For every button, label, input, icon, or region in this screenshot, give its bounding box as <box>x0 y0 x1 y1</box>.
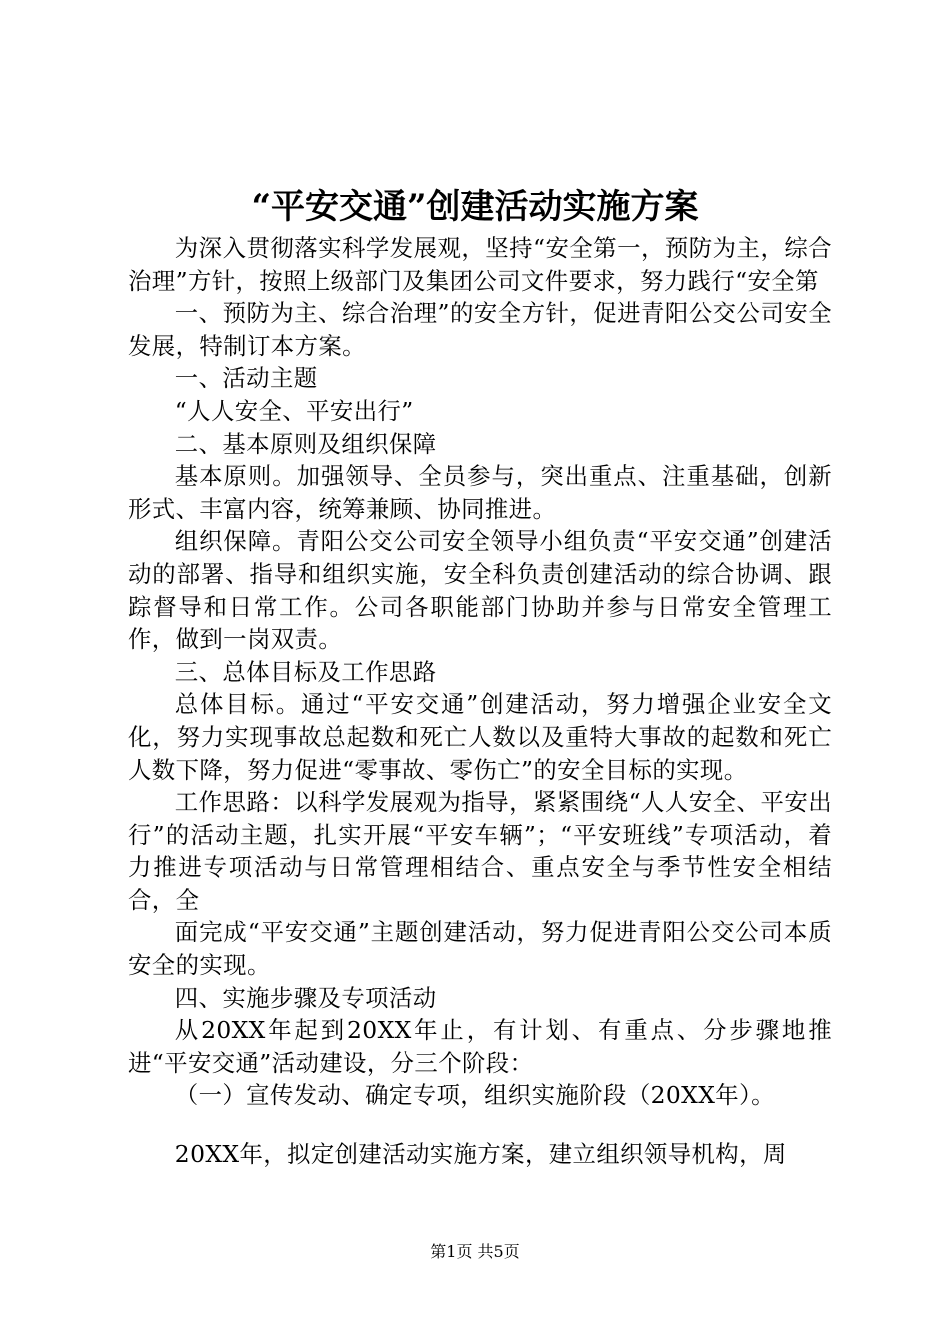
section-heading-1: 一、活动主题 <box>174 364 318 393</box>
paragraph-intro-continued: 一、预防为主、综合治理”的安全方针，促进青阳公交公司安全发展，特制订本方案。 <box>128 299 832 360</box>
stage-heading-1: （一）宣传发动、确定专项，组织实施阶段（20XX年）。 <box>174 1081 775 1110</box>
paragraph-work-approach: 工作思路：以科学发展观为指导，紧紧围绕“人人安全、平安出行”的活动主题，扎实开展“平安车辆”；“平安班线”专项活动，着力推进专项活动与日常管理相结合、重点安全与季节性安全相结合，全 <box>128 788 832 914</box>
section-heading-3: 三、总体目标及工作思路 <box>174 657 437 686</box>
paragraph-overall-goal: 总体目标。通过“平安交通”创建活动，努力增强企业安全文化，努力实现事故总起数和死亡人数以及重特大事故的起数和死亡人数下降，努力促进“零事故、零伤亡”的安全目标的实现。 <box>128 690 832 784</box>
activity-theme: “人人安全、平安出行” <box>174 396 414 425</box>
paragraph-basic-principles: 基本原则。加强领导、全员参与，突出重点、注重基础，创新形式、丰富内容，统筹兼顾、协同推进。 <box>128 462 832 523</box>
paragraph-intro: 为深入贯彻落实科学发展观，坚持“安全第一，预防为主，综合治理”方针，按照上级部门及集团公司文件要求，努力践行“安全第 <box>128 234 832 295</box>
page-footer: 第1页 共5页 <box>430 1242 520 1261</box>
section-heading-2: 二、基本原则及组织保障 <box>174 429 437 458</box>
document-body <box>128 232 832 1171</box>
paragraph-stage-1: 20XX年，拟定创建活动实施方案，建立组织领导机构，周 <box>174 1140 787 1169</box>
paragraph-steps: 从20XX年起到20XX年止，有计划、有重点、分步骤地推进“平安交通”活动建设，分三个阶段： <box>128 1016 832 1077</box>
paragraph-work-approach-continued: 面完成“平安交通”主题创建活动，努力促进青阳公交公司本质安全的实现。 <box>128 918 832 980</box>
section-heading-4: 四、实施步骤及专项活动 <box>174 983 437 1012</box>
paragraph-organization: 组织保障。青阳公交公司安全领导小组负责“平安交通”创建活动的部署、指导和组织实施，安全科负责创建活动的综合协调、跟踪督导和日常工作。公司各职能部门协助并参与日常安全管理工作，做到一岗双责。 <box>128 527 832 654</box>
document-title: “平安交通”创建活动实施方案 <box>251 187 699 227</box>
